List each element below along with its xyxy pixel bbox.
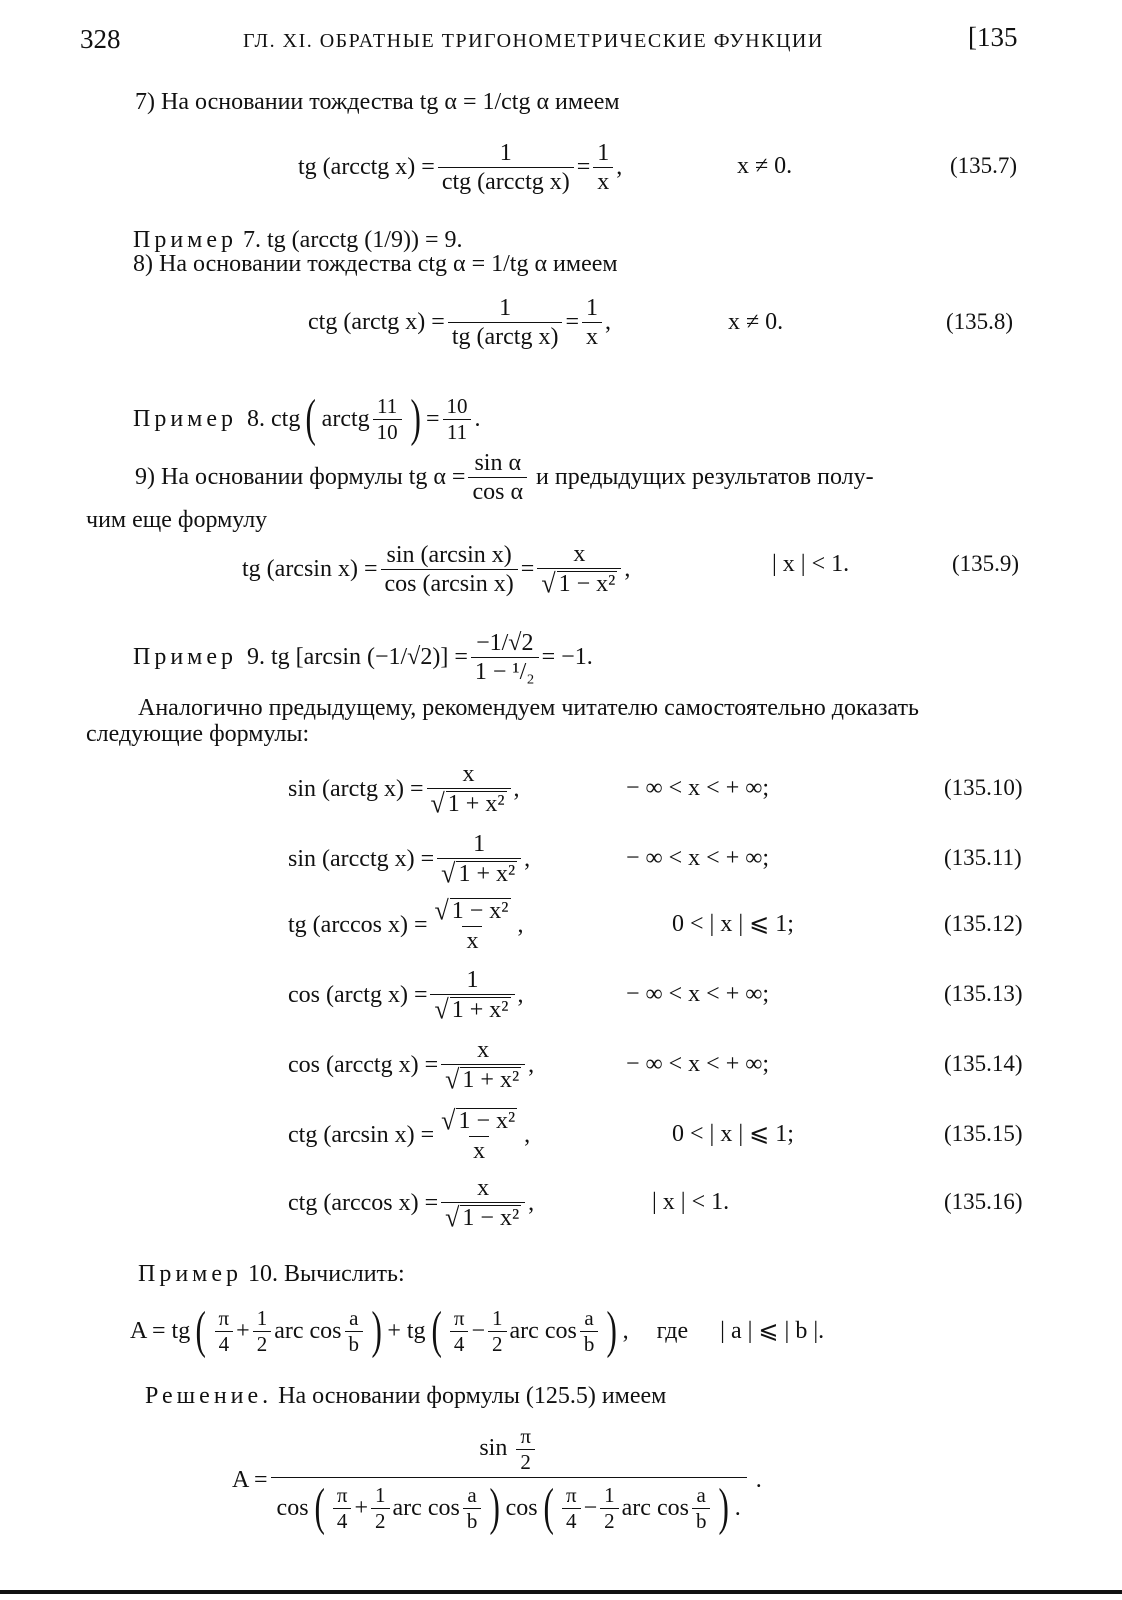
formula-denominator: x: [462, 926, 482, 953]
formula-denominator: √ 1 + x²: [430, 994, 514, 1023]
eq9-condition: | x | < 1.: [772, 551, 850, 577]
formula-number: (135.16): [944, 1189, 1023, 1214]
example8-inner: arctg: [321, 406, 370, 432]
solution-equation: A = sin $\frac{\pi}{2}$ cos ( $\frac{\pi}{4}$ + $\frac{1}{2}$ arc cos $\frac{a}{b}$ ) cos ( $\frac{\pi}{4}$ − $\frac{1}{2}$ arc cos $\frac{a}{b}$ ) . .: [232, 1424, 762, 1536]
equation-135-7: tg (arcctg x) = $\frac{1}{\text{ctg (arcctg x)}}$ = $\frac{1}{x}$ ,: [298, 139, 623, 195]
item9-line1: [135, 446, 874, 508]
sol-num: [475, 1426, 542, 1477]
ex10-half-a-den: 2: [253, 1331, 272, 1355]
example8-prefix: 8. ctg: [247, 406, 301, 432]
sol-half-a-num: 1: [375, 1482, 386, 1507]
sol-half-a-den: 2: [371, 1508, 390, 1532]
ex10-lhs: A = tg: [130, 1318, 191, 1344]
formula-denominator: √ 1 + x²: [437, 858, 521, 887]
example8-result-num: 10: [446, 393, 468, 418]
sol-big-frac: [271, 1426, 747, 1534]
formula-fraction: [441, 1176, 525, 1231]
formula-row: cos (arcctg x) = x √ 1 + x² ,: [288, 1036, 535, 1095]
sol-pi2-num: π: [520, 1424, 531, 1448]
eq9-frac1: [381, 543, 518, 596]
ex10-half-b-den: 2: [488, 1331, 507, 1355]
example7-text: 7. tg (arcctg (1/9)) = 9.: [243, 227, 463, 253]
formula-radicand: 1 + x²: [447, 790, 505, 817]
eq7-frac2: [593, 141, 613, 194]
sol-pi4b: [562, 1482, 581, 1533]
ex10-arccos-a: arc cos: [274, 1318, 342, 1344]
bottom-rule: [0, 1590, 1122, 1594]
sol-lhs: A =: [232, 1467, 268, 1493]
sol-cos1: cos: [276, 1495, 309, 1521]
ex10-tg: + tg: [387, 1318, 426, 1344]
formula-lhs: cos (arctg x) =: [288, 982, 428, 1008]
example7-label: Пример: [133, 227, 238, 253]
eq7-eq: =: [576, 154, 591, 180]
eq8-lhs: ctg (arctg x) =: [308, 309, 445, 335]
example8: Пример 8. ctg ( arctg $\frac{11}{10}$ ) = $\frac{10}{11}$ .: [133, 390, 481, 447]
formula-fraction: [427, 762, 511, 817]
sol-ab-b-num: a: [696, 1482, 706, 1507]
eq7-frac2-num: 1: [597, 139, 610, 166]
formula-numerator: √ 1 − x²: [434, 894, 509, 926]
ex10-pi4a: [215, 1305, 234, 1356]
example8-result: [443, 393, 472, 444]
equation-135-9: tg (arcsin x) = $\frac{\text{sin (arcsin x)}}{\text{cos (arcsin x)}}$ = x √ 1 − x² ,: [242, 540, 631, 599]
eq8-number: (135.8): [946, 309, 1014, 334]
formula-number: (135.12): [944, 911, 1023, 936]
formula-number: (135.15): [944, 1121, 1023, 1146]
example10-equation: A = tg ( $\frac{\pi}{4}$ + $\frac{1}{2}$ arc cos $\frac{a}{b}$ ) + tg ( $\frac{\pi}{4}$ − $\frac{1}{2}$ arc cos $\frac{a}{b}$ ) , где | a | ⩽ | b |.: [130, 1302, 825, 1359]
example9: [133, 624, 593, 690]
formula-denominator: √ 1 + x²: [441, 1064, 525, 1093]
eq8-condition: x ≠ 0.: [728, 309, 784, 335]
formula-fraction: [430, 894, 514, 954]
eq7-frac1-den: ctg (arcctg x): [438, 167, 574, 194]
eq9-frac2-num: x: [573, 540, 586, 567]
ex10-pi4b-den: 4: [450, 1331, 469, 1355]
formula-condition: | x | < 1.: [652, 1189, 730, 1215]
sol-pi4b-num: π: [565, 1482, 577, 1507]
sol-den: cos ( $\frac{\pi}{4}$ + $\frac{1}{2}$ arc cos $\frac{a}{b}$ ) cos ( $\frac{\pi}{4}$ − $\frac{1}{2}$ arc cos $\frac{a}{b}$ ) .: [271, 1477, 747, 1534]
formula-denominator: √ 1 − x²: [441, 1202, 525, 1231]
eq9-frac1-den: cos (arcsin x): [381, 569, 518, 596]
example8-frac-den: 10: [373, 419, 402, 443]
ex10-ab-b-den: b: [580, 1331, 599, 1355]
ex10-pi4a-num: π: [218, 1305, 230, 1330]
sol-ab-a: [463, 1482, 482, 1533]
formula-lhs: ctg (arcsin x) =: [288, 1122, 435, 1148]
formula-numerator: 1: [473, 830, 486, 857]
sol-cos2: cos: [505, 1495, 538, 1521]
sol-half-b: [600, 1482, 619, 1533]
example9-frac-den: 1 − ¹/₂: [471, 657, 539, 684]
eq9-frac2-den: √ 1 − x²: [537, 568, 621, 597]
ex10-half-b-num: 1: [492, 1305, 503, 1330]
sol-half-b-den: 2: [600, 1508, 619, 1532]
ex10-ab-a-den: b: [345, 1331, 364, 1355]
formula-number: (135.11): [944, 845, 1022, 870]
item9-text2: и предыдущих результатов полу-: [536, 464, 874, 490]
formula-radicand: 1 + x²: [458, 860, 516, 887]
formula-condition: − ∞ < x < + ∞;: [626, 981, 770, 1007]
example9-text: 9. tg [arcsin (−1/√2)] =: [247, 644, 468, 670]
eq8-frac1-num: 1: [499, 294, 512, 321]
eq8-frac2: [582, 296, 602, 349]
ex10-ab-a-num: a: [349, 1305, 359, 1330]
ex10-pi4b: [450, 1305, 469, 1356]
formula-lhs: tg (arccos x) =: [288, 912, 428, 938]
example8-frac-num: 11: [377, 393, 398, 418]
ex10-half-b: [488, 1305, 507, 1356]
eq7-number: (135.7): [950, 153, 1018, 178]
formula-radicand: 1 + x²: [451, 996, 509, 1023]
sol-half-a: [371, 1482, 390, 1533]
formula-number: (135.14): [944, 1051, 1023, 1076]
intro-line2: следующие формулы:: [86, 721, 310, 747]
eq7-frac2-den: x: [593, 167, 613, 194]
formula-number: (135.10): [944, 775, 1023, 800]
eq7-condition: x ≠ 0.: [737, 153, 793, 179]
formula-condition: − ∞ < x < + ∞;: [626, 1051, 770, 1077]
ex10-where: где: [656, 1318, 689, 1344]
example10: [138, 1262, 405, 1286]
eq9-frac2-den-radicand: 1 − x²: [558, 570, 616, 597]
example8-frac: [373, 393, 402, 444]
ex10-ab-b: [580, 1305, 599, 1356]
eq8-frac2-num: 1: [585, 294, 598, 321]
item8-text: 8) На основании тождества ctg α = 1/tg α имеем: [133, 251, 618, 277]
ex10-half-a: [253, 1305, 272, 1356]
formula-row: sin (arctg x) = x √ 1 + x² ,: [288, 760, 520, 819]
example10-text: 10. Вычислить:: [248, 1261, 405, 1287]
chapter-title: ГЛ. XI. ОБРАТНЫЕ ТРИГОНОМЕТРИЧЕСКИЕ ФУНКЦИИ: [243, 30, 824, 52]
equation-135-8: ctg (arctg x) = $\frac{1}{\text{tg (arctg x)}}$ = $\frac{1}{x}$ ,: [308, 294, 611, 350]
sol-ab-a-num: a: [467, 1482, 477, 1507]
sol-pi2: [516, 1426, 535, 1473]
sol-arccos-b: arc cos: [621, 1495, 689, 1521]
formula-lhs: cos (arcctg x) =: [288, 1052, 439, 1078]
formula-row: ctg (arccos x) = x √ 1 − x² ,: [288, 1174, 535, 1233]
formula-condition: 0 < | x | ⩽ 1;: [672, 911, 794, 937]
formula-numerator: x: [477, 1036, 490, 1063]
formula-numerator: x: [477, 1174, 490, 1201]
ex10-minus: −: [471, 1318, 486, 1344]
sol-minus: −: [583, 1495, 598, 1521]
example10-label: Пример: [138, 1261, 243, 1287]
formula-denominator: x: [469, 1136, 489, 1163]
formula-lhs: ctg (arccos x) =: [288, 1190, 439, 1216]
page-number: 328: [80, 24, 121, 54]
ex10-plus: +: [236, 1318, 250, 1344]
intro-line1: Аналогично предыдущему, рекомендуем читателю самостоятельно доказать: [138, 695, 919, 721]
sol-pi4a-num: π: [336, 1482, 348, 1507]
sol-ab-a-den: b: [463, 1508, 482, 1532]
eq9-lhs: tg (arcsin x) =: [242, 556, 378, 582]
formula-condition: − ∞ < x < + ∞;: [626, 775, 770, 801]
formula-radicand: 1 − x²: [451, 897, 509, 924]
example8-result-den: 11: [443, 419, 471, 443]
item9-frac-num: sin α: [474, 449, 522, 476]
eq8-frac1-den: tg (arctg x): [448, 322, 563, 349]
solution-line: [145, 1384, 666, 1408]
formula-fraction: [430, 968, 514, 1023]
formula-fraction: [437, 1104, 521, 1164]
formula-fraction: [437, 832, 521, 887]
sol-ab-b-den: b: [692, 1508, 711, 1532]
formula-condition: 0 < | x | ⩽ 1;: [672, 1121, 794, 1147]
sol-sin: sin: [479, 1435, 508, 1462]
formula-denominator: √ 1 + x²: [427, 788, 511, 817]
ex10-pi4a-den: 4: [215, 1331, 234, 1355]
eq8-frac1: [448, 296, 563, 349]
ex10-condition: | a | ⩽ | b |.: [720, 1318, 825, 1344]
solution-text: На основании формулы (125.5) имеем: [278, 1383, 667, 1409]
sol-pi2-den: 2: [516, 1449, 535, 1473]
formula-condition: − ∞ < x < + ∞;: [626, 845, 770, 871]
ex10-arccos-b: arc cos: [509, 1318, 577, 1344]
sol-pi4a-den: 4: [333, 1508, 352, 1532]
eq7-frac1: [438, 141, 574, 194]
item9-frac-den: cos α: [468, 477, 527, 504]
solution-label: Решение.: [145, 1383, 273, 1409]
sol-plus: +: [354, 1495, 369, 1521]
example9-label: Пример: [133, 644, 238, 670]
section-number: [135: [968, 22, 1018, 52]
item9-text3: чим еще формулу: [86, 507, 268, 533]
sol-ab-b: [692, 1482, 711, 1533]
eq9-frac1-num: sin (arcsin x): [386, 541, 512, 568]
eq9-frac2: [537, 542, 621, 597]
ex10-ab-b-num: a: [584, 1305, 594, 1330]
example9-frac: [471, 631, 539, 684]
ex10-half-a-num: 1: [256, 1305, 268, 1330]
sol-pi4b-den: 4: [562, 1508, 581, 1532]
formula-row: cos (arctg x) = 1 √ 1 + x² ,: [288, 966, 524, 1025]
item9-text1: 9) На основании формулы tg α =: [135, 464, 466, 490]
formula-radicand: 1 + x²: [462, 1066, 520, 1093]
example9-result: = −1.: [541, 644, 593, 670]
eq8-frac2-den: x: [582, 322, 602, 349]
example8-label: Пример: [133, 406, 238, 432]
eq7-frac1-num: 1: [499, 139, 512, 166]
formula-lhs: sin (arctg x) =: [288, 776, 424, 802]
formula-numerator: √ 1 − x²: [441, 1104, 516, 1136]
sol-half-b-num: 1: [604, 1482, 615, 1507]
formula-numerator: x: [462, 760, 475, 787]
example9-frac-num: −1/√2: [476, 629, 534, 656]
formula-fraction: [441, 1038, 525, 1093]
formula-radicand: 1 − x²: [458, 1107, 516, 1134]
formula-row: sin (arcctg x) = 1 √ 1 + x² ,: [288, 830, 531, 889]
sol-arccos-a: arc cos: [392, 1495, 460, 1521]
item9-frac: [468, 451, 527, 504]
formula-row: ctg (arcsin x) = √ 1 − x² x ,: [288, 1104, 531, 1164]
sol-pi4a: [333, 1482, 352, 1533]
eq7-lhs: tg (arcctg x) =: [298, 154, 435, 180]
formula-radicand: 1 − x²: [462, 1204, 520, 1231]
ex10-pi4b-num: π: [453, 1305, 465, 1330]
item7-text: 7) На основании тождества tg α = 1/ctg α имеем: [135, 89, 620, 115]
formula-number: (135.13): [944, 981, 1023, 1006]
ex10-ab-a: [345, 1305, 364, 1356]
formula-lhs: sin (arcctg x) =: [288, 846, 435, 872]
formula-row: tg (arccos x) = √ 1 − x² x ,: [288, 894, 524, 954]
formula-numerator: 1: [466, 966, 479, 993]
example7: [133, 228, 462, 252]
eq9-number: (135.9): [952, 551, 1020, 576]
